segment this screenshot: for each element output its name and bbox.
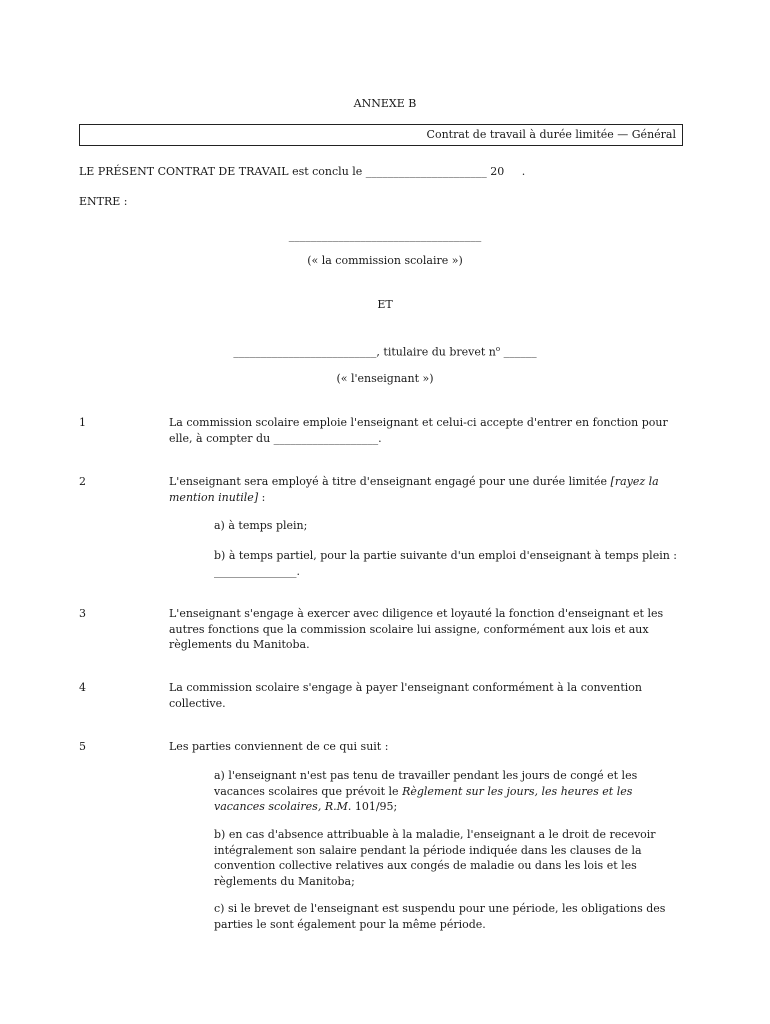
- clause-text: Les parties conviennent de ce qui suit :: [169, 740, 389, 753]
- clause-number: 5: [79, 740, 86, 753]
- clause-item: b) à temps partiel, pour la partie suivante d'un emploi d'enseignant à temps plein : _______________.: [214, 549, 678, 578]
- clause-item-part: 101/95;: [351, 800, 398, 813]
- clause-text: L'enseignant s'engage à exercer avec diligence et loyauté la fonction d'enseignant et les autres fonctions que la commission scolaire lui assigne, conformément aux lois et aux règlements du Manitoba.: [169, 607, 664, 651]
- teacher-line: [0, 342, 770, 360]
- clause-text: [169, 474, 684, 505]
- contract-date-line: LE PRÉSENT CONTRAT DE TRAVAIL est conclu le ______________________ 20 .: [79, 165, 526, 178]
- teacher-label: (« l'enseignant »): [336, 372, 434, 385]
- clause-text-italic: [rayez la mention inutile]: [169, 475, 659, 504]
- number-superscript: o: [495, 345, 501, 353]
- teacher-name-blank: __________________________, titulaire du brevet n: [233, 345, 496, 359]
- between-label: ENTRE :: [79, 195, 128, 208]
- school-board-label: (« la commission scolaire »): [307, 254, 463, 267]
- clause-number: 4: [79, 681, 86, 694]
- clause-text-part: L'enseignant sera employé à titre d'enseignant engagé pour une durée limitée: [169, 475, 611, 488]
- certificate-blank: ______: [500, 345, 537, 359]
- annex-title: ANNEXE B: [353, 97, 417, 110]
- clause-item: b) en cas d'absence attribuable à la maladie, l'enseignant a le droit de recevoir intégralement son salaire pendant la période indiquée dans les clauses de la convention collective relatives aux congés de maladie ou dans les lois et les règlements du Manitoba;: [214, 828, 656, 888]
- clause-text: La commission scolaire s'engage à payer l'enseignant conformément à la convention collective.: [169, 681, 643, 710]
- clause-number: 1: [79, 416, 86, 429]
- clause-item: [214, 768, 684, 815]
- clause-text-part: :: [258, 490, 266, 504]
- clause-item-part: a) l'enseignant n'est pas tenu de travailler pendant les jours de congé et les vacances scolaires que prévoit le: [214, 769, 638, 798]
- clause-text: La commission scolaire emploie l'enseignant et celui-ci accepte d'entrer en fonction pour elle, à compter du ___________________.: [169, 416, 668, 445]
- school-board-blank: ___________________________________: [288, 229, 482, 242]
- clause-item: a) à temps plein;: [214, 519, 308, 532]
- and-label: ET: [377, 298, 393, 311]
- regulation-title: Règlement sur les jours, les heures et les vacances scolaires, R.M.: [214, 784, 633, 813]
- clause-item: c) si le brevet de l'enseignant est suspendu pour une période, les obligations des parties le sont également pour la même période.: [214, 902, 666, 931]
- contract-title: Contrat de travail à durée limitée — Général: [426, 128, 676, 141]
- contract-title-box: [79, 124, 683, 146]
- clause-number: 3: [79, 607, 86, 620]
- clause-number: 2: [79, 475, 86, 488]
